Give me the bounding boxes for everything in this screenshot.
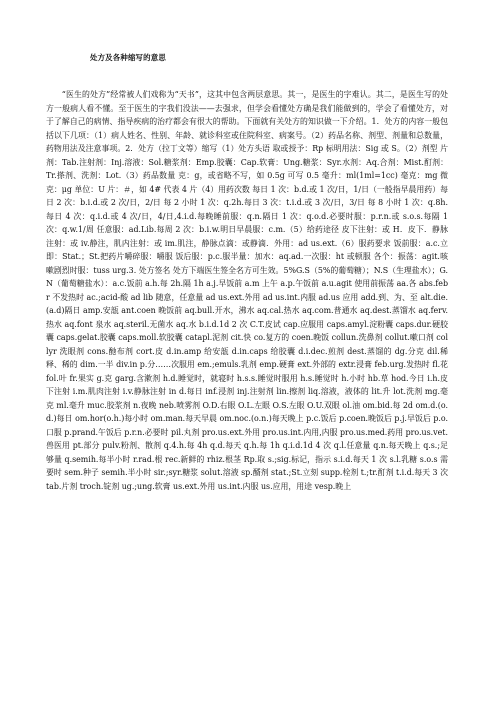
document-title: 处方及各种缩写的意思 xyxy=(90,53,166,62)
paragraph: “医生的处方”经常被人们戏称为“天书”，这其中包含两层意思。其一，是医生的字难认。其二，是医生写的处方一般病人看不懂。至于医生的字我们没法——去强求，但学会看懂处方确是我们能做到的，学会了看懂处方，对于了解自己的病情、指导疾病的治疗都会有很大的帮助。下面就有关处方的知识做一下介绍。1．处方的内容一般包括以下几项：（1）病人姓名、性别、年龄、就诊科室或住院科室、病案号。（2）药品名称、剂型、剂量和总数量，药物用法及注意事项。2．处方（拉丁文等）缩写（1）处方头语 取或授予：Rp 标明用法：Sig 或 S。（2）剂型 片剂：Tab.注射剂：Inj.溶液：Sol.糖浆剂：Emp.胶囊：Cap.软膏：Ung.糖浆：Syr.水剂：Aq.合剂：Mist.酊剂：Tr.搽剂、洗剂：Lot.（3）药品数量 克：g，或省略不写，如 0.5g 可写 0.5 毫升：ml(1ml=1cc) 毫克：mg 微克：μg 单位：U 片：＃，如 4# 代表 4 片（4）用药次数 每日 1 次：b.d.或 1 次/日，1/日（一般指早晨用药）每日 2 次：b.i.d.或 2 次/日，2/日 每 2 小时 1 次：q.2h.每日 3 次：t.i.d.或 3 次/日，3/日 每 8 小时 1 次：q.8h.每日 4 次：q.i.d.或 4 次/日，4/日,4.i.d.每晚睡前服：q.n.隔日 1 次：q.o.d.必要时服：p.r.n.或 s.o.s.每隔 1 次：q.w.1/周 任意服：ad.Lib.每周 2 次：b.i.w.明日早晨服：c.m.（5）给药途径 皮下注射：或 H．皮下．静脉注射：或 iv.静注，肌内注射：或 im.肌注，静脉点滴：或静滴．外用：ad us.ext.（6）服药要求 饭前服：a.c.立即：Stat.；St.把药片嚼碎服：嚼服 饭后服：p.c.服半量：加水：aq.ad.一次服：ht 或顿服 各个：振荡：agit.咳嗽剧烈时服：tuss urg.3. 处方签名 处方下端医生签全名方可生效。5%G.S（5%的葡萄糖）；N.S（生理盐水）；G.N（葡萄糖盐水）：a.c.饭前 a.h.每 2h.隔 1h a.j.早饭前 a.m 上午 a.p.午饭前 a.u.agit 使用前振荡 aa.各 abs.febr 不发热时 ac.;acid-酸 ad lib 随意，任意量 ad us.ext.外用 ad us.int.内服 ad.us 应用 add.到、为、至 alt.die.(a.d)隔日 amp.安瓿 ant.coen 晚饭前 aq.bull.开水，沸水 aq.cal.热水 aq.com.普通水 aq.dest.蒸馏水 aq.ferv.热水 aq.font 泉水 aq.steril.无菌水 aq.水 b.i.d.1d 2 次 C.T.皮试 cap.应服用 caps.amyl.淀粉囊 caps.dur.硬胶囊 caps.gelat.胶囊 caps.moll.软胶囊 catapl.泥剂 cit.快 co.复方的 coen.晚饭 collun.洗鼻剂 collut.嗽口剂 collyr 洗眼剂 cons.酏布剂 cort.皮 d.in.amp 给安瓿 d.in.caps 给胶囊 d.i.dec.煎剂 dest.蒸馏的 dg.分克 dil.稀释、稀的 dim.一半 div.in p.分……次服用 em.;emuls.乳剂 emp.硬膏 ext.外部的 extr.浸膏 feb.urg.发热时 fl.花 fol.叶 fr.果实 g.克 garg.含漱剂 h.d.睡觉时，就寝时 h.s.s.睡觉时服用 h.s.睡觉时 h.小时 hb.草 hod.今日 i.h.皮下注射 i.m.肌肉注射 i.v.静脉注射 in d.每日 inf.浸剂 inj.注射剂 lin.擦剂 liq.溶液，液体的 lit.升 lot.洗剂 mg.毫克 ml.毫升 muc.胶浆剂 n.夜晚 neb.喷雾剂 O.D.右眼 O.L.左眼 O.S.左眼 O.U.双眼 ol.油 om.bid.每 2d om.d.(o.d.)每日 om.hor(o.h.)每小时 om.man.每天早晨 om.noc.(o.n.)每天晚上 p.c.饭后 p.coen.晚饭后 p.j.早饭后 p.o.口服 p.prand.午饭后 p.r.n.必要时 pil.丸剂 pro.us.ext.外用 pro.us.int.内用,内服 pro.us.med.药用 pro.us.vet.兽医用 pt.部分 pulv.粉剂、散剂 q.4.h.每 4h q.d.每天 q.h.每 1h q.i.d.1d 4 次 q.l.任意量 q.n.每天晚上 q.s.;足够量 q.semih.每半小时 r.rad.根 rec.新鲜的 rhiz.根茎 Rp.取 s.;sig.标记，指示 s.i.d.每天 1 次 s.l.乳糖 s.o.s 需要时 sem.种子 semih.半小时 sir.;syr.糖浆 solut.溶液 sp.醑剂 stat.;St.立刻 supp.栓剂 t.;tr.酊剂 t.i.d.每天 3 次 tab.片剂 troch.锭剂 ug.;ung.软膏 us.ext.外用 us.int.内服 us.应用，用途 vesp.晚上 xyxy=(46,90,448,491)
document-body xyxy=(46,88,448,493)
